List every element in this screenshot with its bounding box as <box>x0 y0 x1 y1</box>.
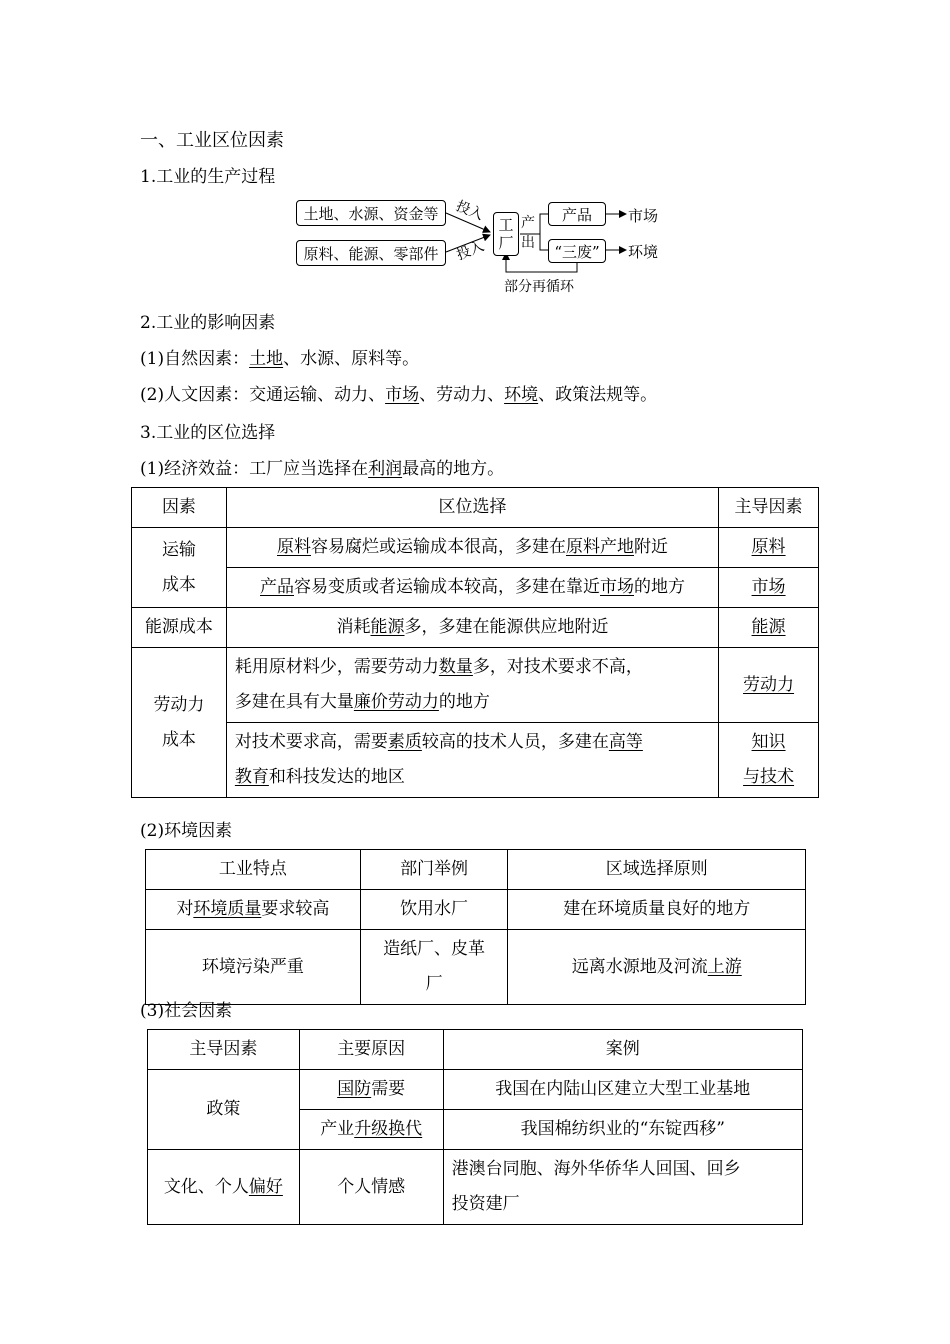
produce-label-2: 出 <box>521 235 535 251</box>
produce-label-1: 产 <box>521 215 535 231</box>
output-product: 产品 <box>548 202 606 226</box>
input-materials-energy-parts: 原料、能源、零部件 <box>296 240 446 266</box>
factory-box: 工 厂 <box>493 212 519 256</box>
table-row: 政策 国防需要 我国在内陆山区建立大型工业基地 <box>148 1070 803 1110</box>
economic-table <box>131 487 819 798</box>
subheading-social: (3)社会因素 <box>140 1001 233 1021</box>
input-land-water-capital: 土地、水源、资金等 <box>296 200 446 226</box>
table-row: 对技术要求高，需要素质较高的技术人员，多建在高等 教育和科技发达的地区 知识 与技术 <box>132 723 819 798</box>
economic-benefit: (1)经济效益：工厂应当选择在利润最高的地方。 <box>140 459 505 479</box>
table-row: 文化、个人偏好 个人情感 港澳台同胞、海外华侨华人回国、回乡 投资建厂 <box>148 1150 803 1225</box>
table-header: 因素 区位选择 主导因素 <box>132 488 819 528</box>
table-header: 主导因素 主要原因 案例 <box>148 1030 803 1070</box>
production-diagram <box>290 192 670 298</box>
environment-table <box>145 849 806 1005</box>
section-heading: 一、工业区位因素 <box>140 130 284 151</box>
subheading-location-choice: 3.工业的区位选择 <box>140 423 276 443</box>
human-factors: (2)人文因素：交通运输、动力、市场、劳动力、环境、政策法规等。 <box>140 385 658 405</box>
table-row: 对环境质量要求较高 饮用水厂 建在环境质量良好的地方 <box>146 890 806 930</box>
dest-environment: 环境 <box>628 243 659 261</box>
table-row: 运输 成本 原料容易腐烂或运输成本很高，多建在原料产地附近 原料 <box>132 528 819 568</box>
table-row: 能源成本 消耗能源多，多建在能源供应地附近 能源 <box>132 608 819 648</box>
natural-factors: (1)自然因素：土地、水源、原料等。 <box>140 349 420 369</box>
subheading-factors: 2.工业的影响因素 <box>140 313 276 333</box>
table-row: 环境污染严重 造纸厂、皮革 厂 远离水源地及河流上游 <box>146 930 806 1005</box>
arrow-label-input-2: 投入 <box>454 238 487 264</box>
subheading-environment: (2)环境因素 <box>140 821 233 841</box>
table-row: 产业升级换代 我国棉纺织业的“东锭西移” <box>148 1110 803 1150</box>
output-three-wastes: “三废” <box>548 239 606 263</box>
table-row: 劳动力 成本 耗用原材料少，需要劳动力数量多，对技术要求不高， 多建在具有大量廉价劳动力的地方 劳动力 <box>132 648 819 723</box>
dest-market: 市场 <box>628 207 659 225</box>
recycle-label: 部分再循环 <box>504 279 574 295</box>
table-row: 产品容易变质或者运输成本较高，多建在靠近市场的地方 市场 <box>132 568 819 608</box>
social-table <box>147 1029 803 1225</box>
subheading-production: 1.工业的生产过程 <box>140 167 276 187</box>
arrow-label-input-1: 投入 <box>453 198 486 224</box>
table-header: 工业特点 部门举例 区域选择原则 <box>146 850 806 890</box>
